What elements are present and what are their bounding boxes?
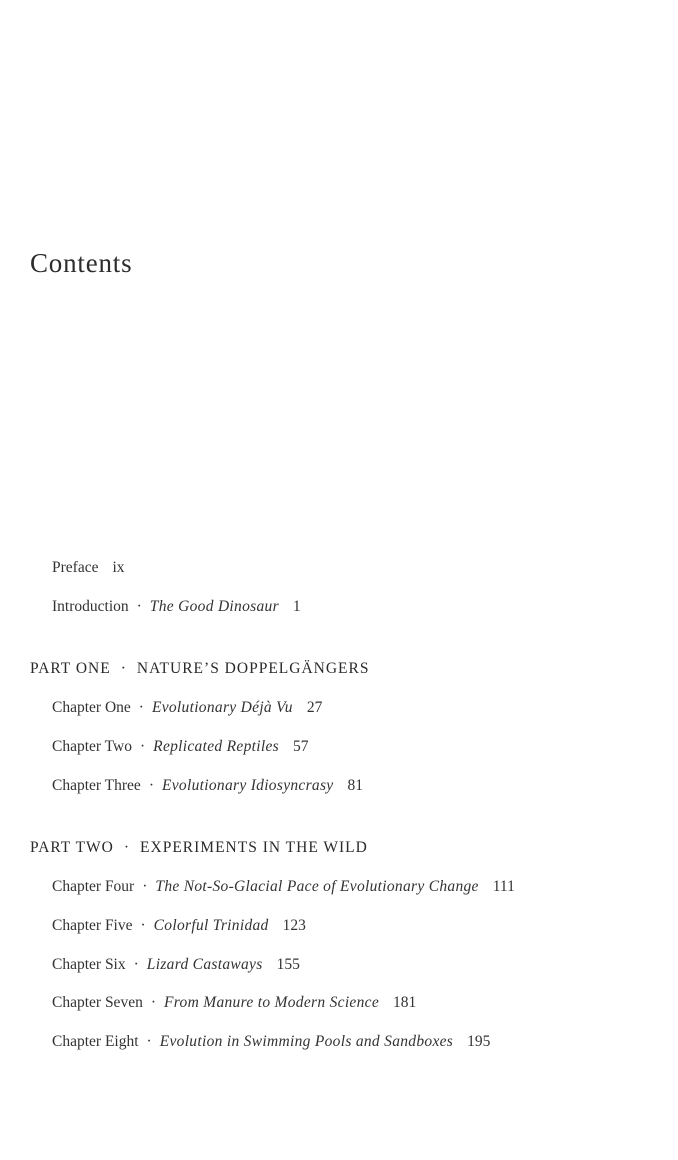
entry-label: Chapter Three [52, 777, 141, 794]
toc-entry-chapter-one [52, 699, 322, 717]
toc-entry-chapter-three [52, 777, 363, 795]
entry-separator: · [133, 956, 139, 973]
entry-separator: · [142, 878, 148, 895]
entry-separator: · [138, 699, 144, 716]
entry-page: 57 [292, 738, 309, 755]
entry-label: Chapter Four [52, 878, 135, 895]
part-heading-two [30, 839, 368, 857]
entry-subtitle: The Good Dinosaur [149, 598, 279, 615]
entry-label: Preface [52, 559, 99, 576]
entry-subtitle: From Manure to Modern Science [164, 994, 380, 1011]
entry-page: 181 [393, 994, 417, 1011]
toc-entry-chapter-two [52, 738, 308, 756]
entry-page: 1 [292, 598, 301, 615]
page-title: Contents [30, 248, 133, 278]
entry-page: ix [112, 559, 125, 576]
part-title: NATURE’S DOPPELGÄNGERS [136, 660, 370, 677]
entry-subtitle: Evolutionary Déjà Vu [151, 699, 293, 716]
entry-page: 195 [467, 1033, 491, 1050]
entry-page: 155 [276, 956, 300, 973]
entry-separator: · [136, 598, 142, 615]
entry-separator: · [150, 994, 156, 1011]
entry-subtitle: The Not-So-Glacial Pace of Evolutionary Change [155, 878, 479, 895]
part-separator: · [120, 660, 127, 677]
part-title: EXPERIMENTS IN THE WILD [140, 839, 368, 856]
entry-label: Chapter One [52, 699, 131, 716]
entry-label: Chapter Six [52, 956, 126, 973]
part-separator: · [123, 839, 131, 856]
entry-subtitle: Replicated Reptiles [153, 738, 279, 755]
part-label: PART ONE [30, 660, 111, 677]
toc-entry-chapter-six [52, 956, 300, 974]
entry-label: Chapter Five [52, 917, 133, 934]
toc-entry-chapter-seven [52, 994, 416, 1012]
entry-separator: · [140, 917, 146, 934]
entry-subtitle: Colorful Trinidad [153, 917, 269, 934]
entry-page: 81 [347, 777, 363, 794]
entry-label: Chapter Eight [52, 1033, 139, 1050]
entry-page: 111 [492, 878, 515, 895]
entry-label: Chapter Seven [52, 994, 143, 1011]
entry-page: 123 [282, 917, 306, 934]
entry-label: Chapter Two [52, 738, 132, 755]
entry-separator: · [146, 1033, 152, 1050]
part-label: PART TWO [30, 839, 114, 856]
entry-subtitle: Evolution in Swimming Pools and Sandboxes [159, 1033, 454, 1050]
toc-entry-chapter-five [52, 917, 306, 935]
toc-entry-preface [52, 559, 125, 577]
entry-label: Introduction [52, 598, 129, 615]
toc-entry-chapter-eight [52, 1033, 490, 1051]
entry-subtitle: Lizard Castaways [146, 956, 263, 973]
toc-entry-introduction [52, 598, 301, 616]
toc-entry-chapter-four [52, 878, 515, 896]
entry-separator: · [140, 738, 146, 755]
part-heading-one [30, 660, 369, 678]
entry-separator: · [148, 777, 154, 794]
entry-page: 27 [306, 699, 323, 716]
entry-subtitle: Evolutionary Idiosyncrasy [161, 777, 334, 794]
